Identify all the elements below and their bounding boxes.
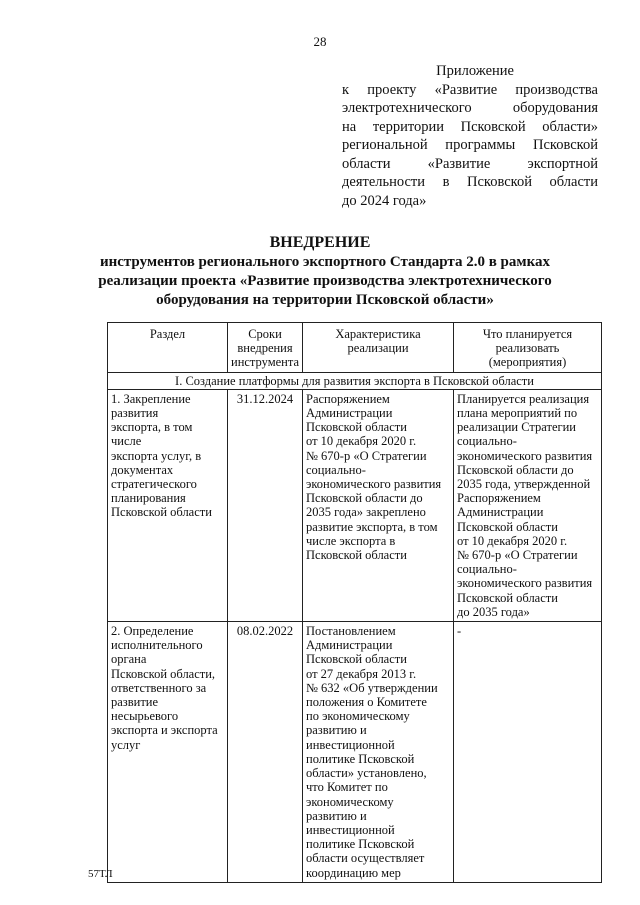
appendix-line: области «Развитие экспортной [342, 155, 598, 172]
document-title: ВНЕДРЕНИЕ [269, 234, 371, 251]
cell-line: экспорта, в том числе [111, 420, 193, 449]
cell-line: положения о Комитете [306, 695, 427, 710]
cell-line: развитию и [306, 723, 367, 738]
cell-line: развитию и [306, 808, 367, 823]
cell-line: 2. Определение [111, 624, 194, 639]
cell-line: развитие несырьевого [111, 695, 179, 724]
cell-line: Псковской области [457, 519, 558, 534]
cell-planned [454, 622, 602, 883]
cell-line: экспорта услуг, в [111, 448, 202, 463]
cell-line: Псковской области [111, 505, 212, 520]
cell-line: Псковской области [457, 590, 558, 605]
appendix-line: электротехнического оборудования [342, 100, 598, 116]
cell-section [108, 622, 228, 883]
table-header-row [108, 323, 602, 373]
appendix-block [342, 62, 598, 210]
cell-line: экспорта и экспорта [111, 723, 218, 738]
header-characteristic: Характеристика реализации [303, 323, 454, 373]
cell-line: Администрации [306, 406, 393, 421]
cell-line: исполнительного органа [111, 638, 203, 667]
cell-line: числе экспорта в [306, 533, 396, 548]
cell-line: Псковской области до [306, 491, 423, 506]
footer-code: 57ТЛ [88, 868, 113, 880]
header-deadline: Сроки внедрения инструмента [228, 323, 303, 373]
cell-line: 1. Закрепление развития [111, 391, 191, 421]
cell-line: от 10 декабря 2020 г. [457, 533, 568, 548]
cell-line: - [457, 624, 462, 639]
cell-line: что Комитет по [306, 780, 388, 795]
cell-line: координацию мер [306, 865, 401, 880]
cell-line: Постановлением [306, 624, 396, 639]
table-row [108, 622, 602, 883]
cell-line: плана мероприятий по [457, 406, 578, 421]
cell-line: по экономическому [306, 709, 410, 724]
subtitle-line: оборудования на территории Псковской области» [156, 292, 494, 308]
cell-deadline: 31.12.2024 [228, 389, 303, 621]
cell-line: Псковской области [306, 652, 407, 667]
cell-line: планирования [111, 491, 186, 506]
cell-line: № 632 «Об утверждении [306, 680, 438, 695]
cell-line: экономического развития [457, 576, 593, 591]
cell-line: экономического развития [306, 477, 442, 492]
subtitle-line: инструментов регионального экспортного Стандарта 2.0 в рамках [99, 254, 551, 270]
cell-line: развитие экспорта, в том [306, 519, 438, 534]
subtitle-line: реализации проекта «Развитие производства электротехнического [98, 273, 552, 289]
cell-line: социально- [306, 462, 366, 477]
cell-planned [454, 389, 602, 621]
appendix-line: Приложение [436, 63, 514, 79]
cell-line: области осуществляет [306, 851, 425, 866]
cell-line: Псковской области до [457, 462, 574, 477]
table-row [108, 389, 602, 621]
table-section-row [108, 372, 602, 389]
cell-line: реализации Стратегии [457, 420, 576, 435]
cell-line: от 27 декабря 2013 г. [306, 666, 417, 681]
cell-line: Распоряжением [306, 391, 390, 406]
section-heading: I. Создание платформы для развития экспорта в Псковской области [108, 372, 602, 389]
document-subtitle [90, 253, 560, 310]
cell-line: документах [111, 462, 174, 477]
cell-line: 2035 года» закреплено [306, 505, 426, 520]
header-planned: Что планируется реализовать (мероприятия) [454, 323, 602, 373]
appendix-line: до 2024 года» [342, 192, 427, 209]
appendix-line: региональной программы Псковской [342, 137, 598, 153]
appendix-line: деятельности в Псковской области [342, 174, 598, 190]
cell-characteristic [303, 389, 454, 621]
implementation-table [107, 322, 602, 883]
cell-line: экономическому [306, 794, 394, 809]
cell-line: услуг [111, 737, 141, 752]
header-section: Раздел [108, 323, 228, 373]
cell-line: 2035 года, утвержденной [457, 477, 591, 492]
cell-section [108, 389, 228, 621]
cell-line: от 10 декабря 2020 г. [306, 434, 417, 449]
cell-line: инвестиционной [306, 737, 395, 752]
page-number: 28 [313, 34, 327, 49]
cell-line: Псковской области, [111, 666, 216, 681]
cell-characteristic [303, 622, 454, 883]
cell-line: социально- [457, 434, 517, 449]
cell-line: политике Псковской [306, 751, 415, 766]
cell-line: Планируется реализация [457, 391, 590, 406]
cell-line: до 2035 года» [457, 604, 530, 619]
cell-line: Администрации [306, 638, 393, 653]
cell-line: экономического развития [457, 448, 593, 463]
appendix-line: к проекту «Развитие производства [342, 81, 598, 98]
cell-line: Администрации [457, 505, 544, 520]
cell-line: политике Псковской [306, 837, 415, 852]
appendix-line: на территории Псковской области» [342, 118, 598, 135]
cell-line: Псковской области [306, 420, 407, 435]
cell-line: социально- [457, 562, 517, 577]
cell-line: инвестиционной [306, 822, 395, 837]
cell-line: стратегического [111, 477, 197, 492]
cell-line: № 670-р «О Стратегии [457, 548, 578, 563]
cell-line: № 670-р «О Стратегии [306, 448, 427, 463]
cell-line: Распоряжением [457, 491, 541, 506]
cell-line: ответственного за [111, 680, 207, 695]
cell-line: Псковской области [306, 548, 407, 563]
cell-line: области» установлено, [306, 766, 427, 781]
cell-deadline: 08.02.2022 [228, 622, 303, 883]
